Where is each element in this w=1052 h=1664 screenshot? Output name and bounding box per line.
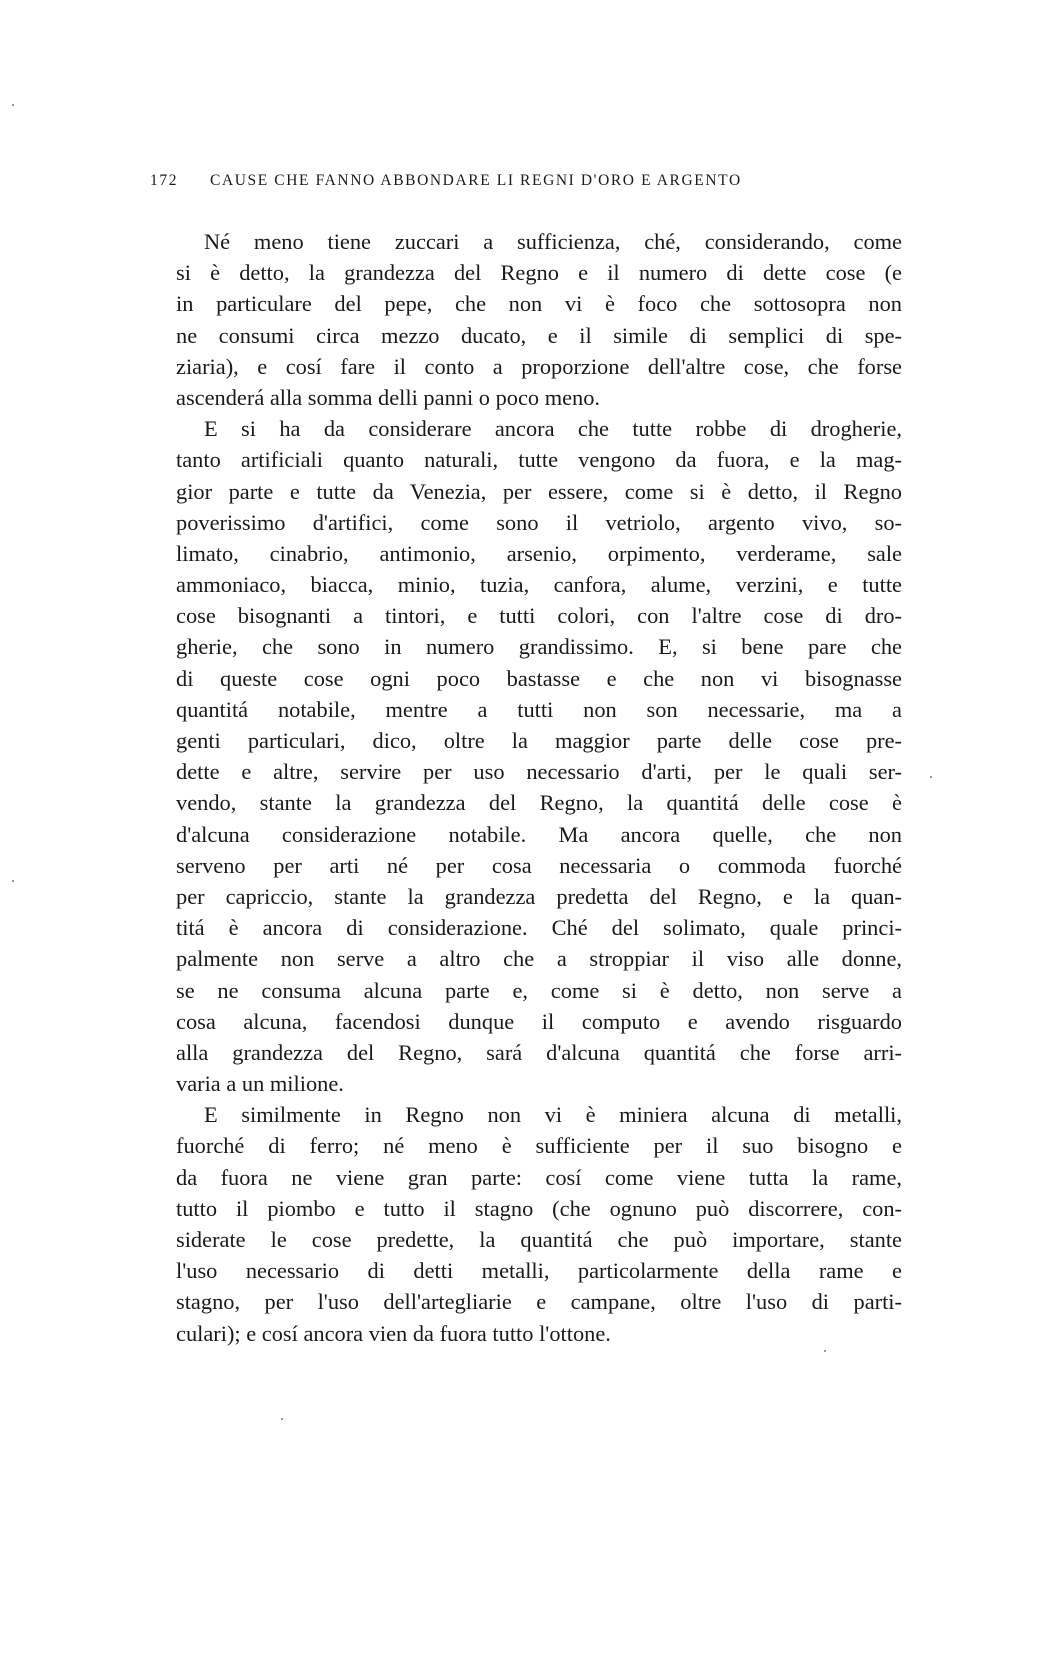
text-line: Né meno tiene zuccari a sufficienza, ché, considerando, come: [204, 229, 902, 254]
text-line: in particulare del pepe, che non vi è foco che sottosopra non: [176, 291, 902, 317]
body-text: [176, 226, 902, 1349]
text-line: stagno, per l'uso dell'artegliarie e campane, oltre l'uso di parti-: [176, 1289, 902, 1315]
page-number: 172: [150, 172, 179, 189]
text-line: quantitá notabile, mentre a tutti non son necessarie, ma a: [176, 696, 902, 722]
text-line: d'alcuna considerazione notabile. Ma ancora quelle, che non: [176, 821, 902, 847]
text-line: E si ha da considerare ancora che tutte robbe di drogherie,: [204, 416, 902, 442]
text-line: se ne consuma alcuna parte e, come si è detto, non serve a: [176, 977, 902, 1003]
scan-speck: [12, 104, 14, 106]
text-line: gherie, che sono in numero grandissimo. E, si bene pare che: [176, 634, 902, 660]
text-line: cose bisognanti a tintori, e tutti colori, con l'altre cose di dro-: [176, 603, 902, 629]
text-line: ascenderá alla somma delli panni o poco meno.: [176, 384, 601, 410]
text-line: l'uso necessario di detti metalli, particolarmente della rame e: [176, 1258, 902, 1284]
text-line: tanto artificiali quanto naturali, tutte vengono da fuora, e la mag-: [176, 447, 902, 473]
text-line: serveno per arti né per cosa necessaria o commoda fuorché: [176, 852, 902, 878]
text-line: siderate le cose predette, la quantitá che può importare, stante: [176, 1227, 902, 1252]
text-line: si è detto, la grandezza del Regno e il numero di dette cose (e: [176, 260, 902, 286]
text-line: ziaria), e cosí fare il conto a proporzione dell'altre cose, che forse: [176, 353, 902, 379]
text-line: dette e altre, servire per uso necessario d'arti, per le quali ser-: [176, 759, 902, 785]
scan-speck: [281, 1418, 283, 1420]
text-line: ne consumi circa mezzo ducato, e il simile di semplici di spe-: [176, 322, 902, 348]
scan-speck: [12, 880, 14, 882]
text-line: varia a un milione.: [176, 1071, 344, 1097]
text-line: ammoniaco, biacca, minio, tuzia, canfora, alume, verzini, e tutte: [176, 572, 902, 598]
text-line: gior parte e tutte da Venezia, per essere, come si è detto, il Regno: [176, 478, 902, 504]
running-header: [150, 172, 870, 190]
text-line: limato, cinabrio, antimonio, arsenio, orpimento, verderame, sale: [176, 540, 902, 566]
scan-speck: [930, 776, 932, 778]
text-line: di queste cose ogni poco bastasse e che non vi bisognasse: [176, 665, 902, 691]
text-line: E similmente in Regno non vi è miniera alcuna di metalli,: [204, 1102, 902, 1128]
text-line: poverissimo d'artifici, come sono il vetriolo, argento vivo, so-: [176, 509, 902, 535]
text-line: titá è ancora di considerazione. Ché del solimato, quale princi-: [176, 915, 902, 941]
paragraph: [176, 413, 902, 1099]
text-line: culari); e cosí ancora vien da fuora tutto l'ottone.: [176, 1320, 611, 1346]
paragraph: [176, 226, 902, 413]
paragraph: [176, 1099, 902, 1349]
text-line: tutto il piombo e tutto il stagno (che ognuno può discorrere, con-: [176, 1195, 902, 1221]
running-header-title: CAUSE CHE FANNO ABBONDARE LI REGNI D'ORO E ARGENTO: [210, 172, 742, 189]
text-line: genti particulari, dico, oltre la maggior parte delle cose pre-: [176, 728, 902, 753]
text-line: palmente non serve a altro che a stroppiar il viso alle donne,: [176, 946, 902, 972]
scan-speck: [824, 1350, 826, 1352]
text-line: alla grandezza del Regno, sará d'alcuna quantitá che forse arri-: [176, 1039, 902, 1065]
text-line: fuorché di ferro; né meno è sufficiente per il suo bisogno e: [176, 1133, 902, 1159]
text-line: da fuora ne viene gran parte: cosí come viene tutta la rame,: [176, 1164, 902, 1190]
text-line: cosa alcuna, facendosi dunque il computo e avendo risguardo: [176, 1008, 902, 1034]
text-line: vendo, stante la grandezza del Regno, la quantitá delle cose è: [176, 790, 902, 816]
text-line: per capriccio, stante la grandezza predetta del Regno, e la quan-: [176, 883, 902, 909]
